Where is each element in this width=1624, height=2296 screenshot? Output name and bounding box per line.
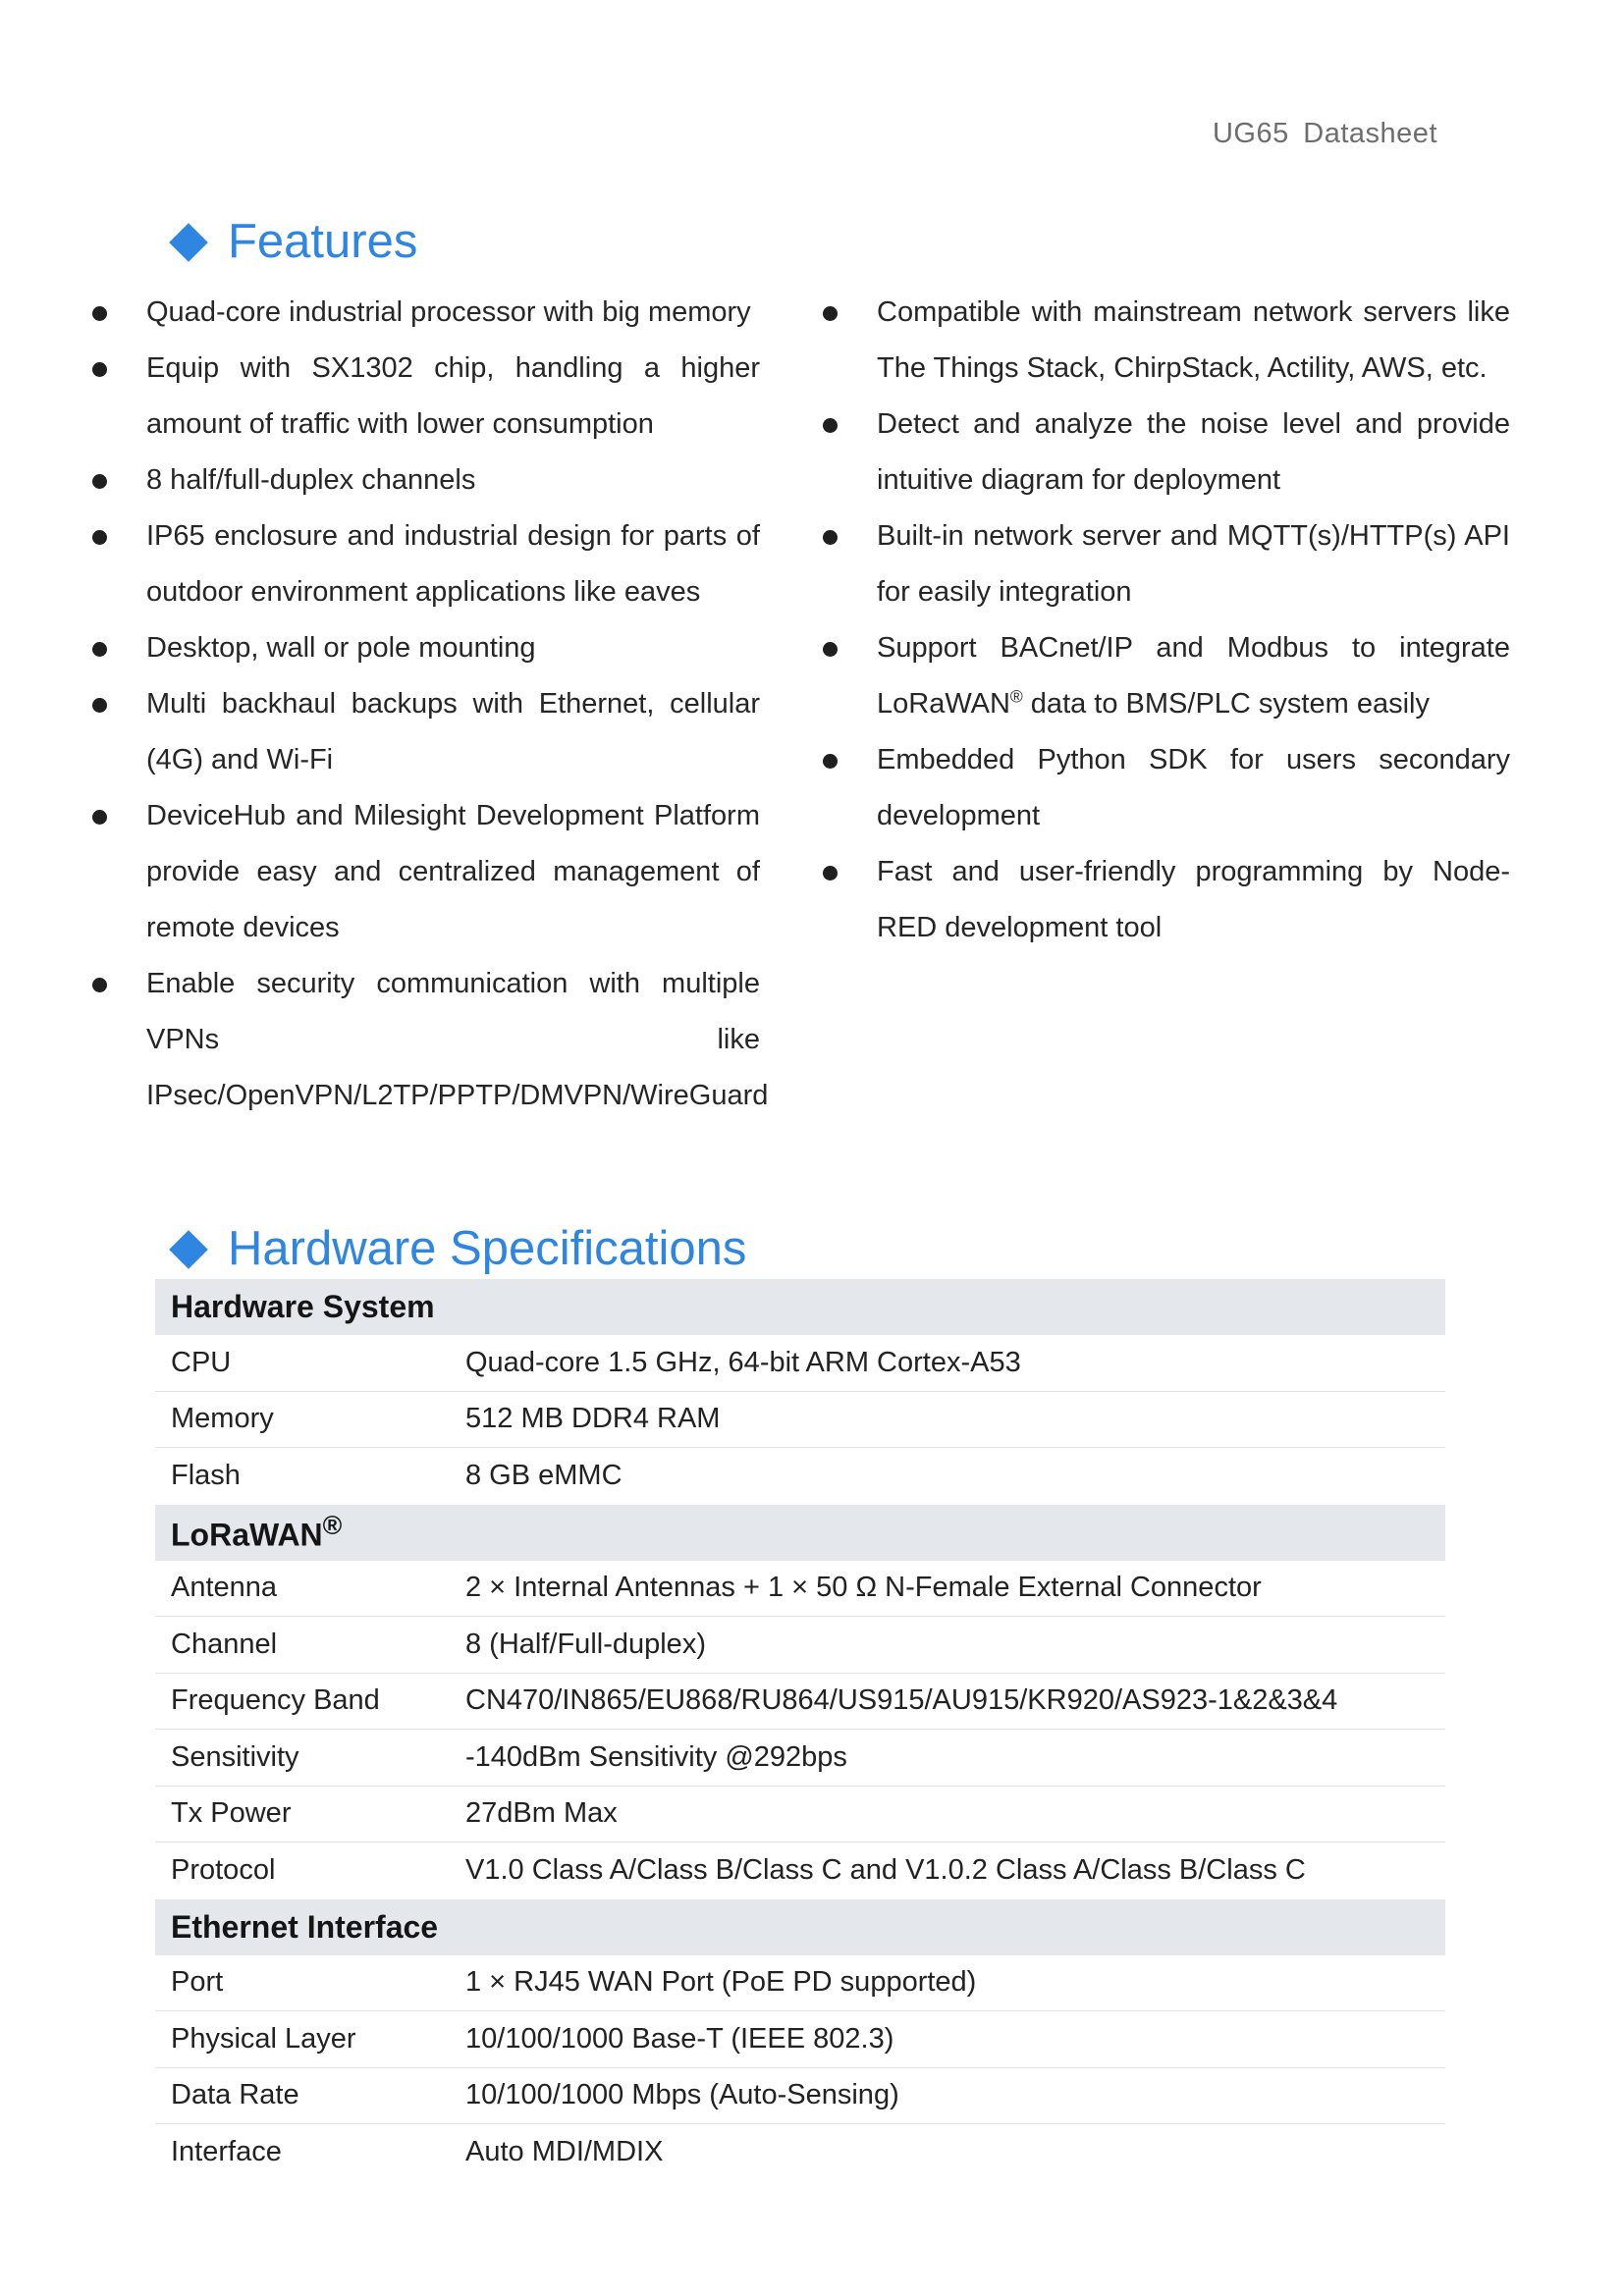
spec-label: Protocol	[171, 1854, 276, 1887]
feature-text: IP65 enclosure and industrial design for parts of outdoor environment applications like eaves	[146, 520, 760, 608]
spec-value: 27dBm Max	[465, 1797, 618, 1830]
spec-label: Antenna	[171, 1572, 278, 1604]
hardware-heading-text: Hardware Specifications	[228, 1222, 747, 1275]
feature-text: Enable security communication with multiple VPNs like IPsec/OpenVPN/L2TP/PPTP/DMVPN/WireGuard	[146, 968, 769, 1111]
spec-group-title: Ethernet Interface	[171, 1908, 439, 1945]
spec-label: CPU	[171, 1346, 232, 1378]
spec-group-title: Hardware System	[171, 1289, 435, 1324]
feature-text: Embedded Python SDK for users secondary development	[877, 744, 1510, 831]
spec-label: Port	[171, 1966, 224, 1999]
spec-value: V1.0 Class A/Class B/Class C and V1.0.2 Class A/Class B/Class C	[465, 1854, 1306, 1887]
feature-text: Equip with SX1302 chip, handling a higher amount of traffic with lower consumption	[146, 352, 760, 440]
spec-label: Flash	[171, 1460, 241, 1492]
spec-value: 8 GB eMMC	[465, 1460, 623, 1492]
spec-row	[155, 1674, 1445, 1731]
feature-item	[90, 676, 760, 788]
feature-text: Support BACnet/IP and Modbus to integrate LoRaWAN® data to BMS/PLC system easily	[877, 632, 1510, 720]
spec-group-header	[155, 1505, 1445, 1561]
features-list-right	[821, 285, 1510, 956]
bullet-dot-icon	[823, 530, 838, 545]
spec-row	[155, 2124, 1445, 2181]
bullet-dot-icon	[823, 754, 838, 769]
diamond-bullet-icon	[169, 1230, 208, 1269]
features-heading-text: Features	[228, 215, 418, 268]
spec-value: Quad-core 1.5 GHz, 64-bit ARM Cortex-A53	[465, 1346, 1021, 1378]
feature-item	[90, 508, 760, 620]
feature-item	[821, 285, 1510, 397]
bullet-dot-icon	[92, 698, 107, 713]
spec-value: 8 (Half/Full-duplex)	[465, 1628, 706, 1660]
feature-text: 8 half/full-duplex channels	[146, 464, 476, 496]
spec-group-title: LoRaWAN®	[171, 1511, 343, 1553]
document-header-title: UG65 Datasheet	[1212, 118, 1437, 149]
feature-item	[90, 285, 760, 341]
spec-label: Data Rate	[171, 2079, 299, 2111]
feature-text: Fast and user-friendly programming by Node-RED development tool	[877, 856, 1510, 943]
spec-value: Auto MDI/MDIX	[465, 2136, 664, 2168]
feature-text: Quad-core industrial processor with big memory	[146, 296, 751, 328]
feature-item	[821, 508, 1510, 620]
spec-label: Physical Layer	[171, 2022, 356, 2055]
feature-item	[821, 732, 1510, 844]
feature-item	[821, 397, 1510, 508]
spec-row	[155, 1842, 1445, 1899]
feature-item	[90, 788, 760, 956]
feature-item	[821, 620, 1510, 732]
spec-group-header	[155, 1899, 1445, 1955]
spec-label: Channel	[171, 1628, 278, 1660]
spec-value: 1 × RJ45 WAN Port (PoE PD supported)	[465, 1966, 977, 1999]
spec-value: 10/100/1000 Base-T (IEEE 802.3)	[465, 2022, 894, 2055]
feature-text: DeviceHub and Milesight Development Platform provide easy and centralized management of remote devices	[146, 800, 760, 943]
spec-row	[155, 1787, 1445, 1843]
bullet-dot-icon	[92, 530, 107, 545]
bullet-dot-icon	[823, 866, 838, 881]
bullet-dot-icon	[92, 362, 107, 377]
spec-value: 10/100/1000 Mbps (Auto-Sensing)	[465, 2079, 899, 2111]
feature-item	[821, 844, 1510, 956]
spec-row	[155, 1617, 1445, 1674]
bullet-dot-icon	[92, 642, 107, 657]
spec-value: 2 × Internal Antennas + 1 × 50 Ω N-Female External Connector	[465, 1572, 1262, 1604]
spec-label: Memory	[171, 1403, 274, 1435]
bullet-dot-icon	[92, 474, 107, 489]
bullet-dot-icon	[92, 306, 107, 321]
diamond-bullet-icon	[169, 223, 208, 262]
features-heading	[169, 215, 418, 268]
spec-row	[155, 1335, 1445, 1392]
spec-row	[155, 1955, 1445, 2012]
spec-row	[155, 1730, 1445, 1787]
feature-text: Built-in network server and MQTT(s)/HTTP(s) API for easily integration	[877, 520, 1510, 608]
spec-row	[155, 2068, 1445, 2125]
spec-label: Tx Power	[171, 1797, 292, 1830]
spec-value: 512 MB DDR4 RAM	[465, 1403, 721, 1435]
spec-value: -140dBm Sensitivity @292bps	[465, 1740, 847, 1773]
spec-row	[155, 2011, 1445, 2068]
feature-text: Multi backhaul backups with Ethernet, cellular (4G) and Wi-Fi	[146, 688, 760, 775]
spec-row	[155, 1392, 1445, 1449]
feature-text: Compatible with mainstream network servers like The Things Stack, ChirpStack, Actility, AWS, etc.	[877, 296, 1510, 384]
bullet-dot-icon	[92, 978, 107, 992]
hardware-specifications-heading	[169, 1222, 747, 1275]
bullet-dot-icon	[823, 418, 838, 433]
spec-row	[155, 1448, 1445, 1505]
spec-label: Interface	[171, 2136, 282, 2168]
feature-item	[90, 956, 769, 1124]
bullet-dot-icon	[823, 642, 838, 657]
bullet-dot-icon	[92, 810, 107, 825]
feature-text: Desktop, wall or pole mounting	[146, 632, 536, 664]
spec-row	[155, 1561, 1445, 1618]
hardware-spec-table	[155, 1279, 1445, 2181]
spec-value: CN470/IN865/EU868/RU864/US915/AU915/KR920/AS923-1&2&3&4	[465, 1684, 1338, 1717]
feature-item	[90, 341, 760, 453]
feature-item	[90, 620, 760, 676]
bullet-dot-icon	[823, 306, 838, 321]
feature-text: Detect and analyze the noise level and provide intuitive diagram for deployment	[877, 408, 1510, 496]
spec-group-header	[155, 1279, 1445, 1335]
features-list-left	[90, 285, 769, 1124]
feature-item	[90, 453, 760, 508]
spec-label: Sensitivity	[171, 1740, 299, 1773]
spec-label: Frequency Band	[171, 1684, 380, 1717]
